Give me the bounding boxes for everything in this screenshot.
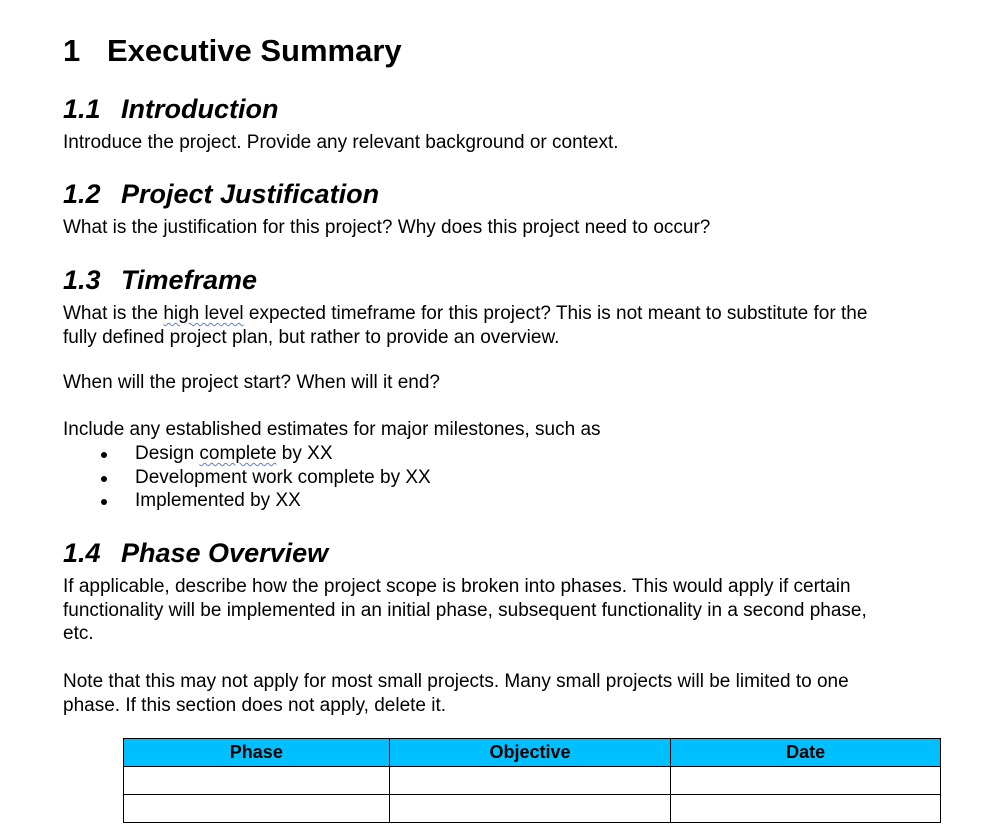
section-title: Phase Overview (121, 538, 329, 568)
heading-text: Executive Summary (107, 33, 402, 68)
table-row (124, 767, 941, 795)
heading-project-justification (63, 178, 379, 210)
heading-introduction (63, 93, 278, 125)
table-cell[interactable] (389, 795, 671, 823)
text-run: etc. (63, 623, 94, 644)
heading-phase-overview (63, 537, 328, 569)
text-run: Design (135, 443, 200, 464)
milestone-list (63, 442, 431, 513)
column-header-date: Date (671, 739, 941, 767)
heading-executive-summary (63, 33, 402, 69)
justification-paragraph: What is the justification for this project? Why does this project need to occur? (63, 217, 711, 238)
text-run: Note that this may not apply for most small projects. Many small projects will be limited to one (63, 671, 849, 692)
list-item: Development work complete by XX (63, 466, 431, 490)
section-title: Project Justification (121, 179, 380, 209)
list-item: Implemented by XX (63, 489, 431, 513)
column-header-phase: Phase (124, 739, 390, 767)
table-cell[interactable] (389, 767, 671, 795)
column-header-objective: Objective (389, 739, 671, 767)
intro-paragraph: Introduce the project. Provide any relevant background or context. (63, 132, 619, 153)
text-run: by XX (276, 443, 333, 464)
list-item (63, 442, 431, 466)
spellcheck-squiggle[interactable]: complete (199, 443, 277, 464)
phase-table (123, 738, 941, 823)
text-run: If applicable, describe how the project scope is broken into phases. This would apply if certain (63, 576, 851, 597)
heading-timeframe (63, 264, 257, 296)
timeframe-paragraph-2: When will the project start? When will it end? (63, 372, 440, 393)
section-number: 1.2 (63, 179, 101, 209)
text-run: phase. If this section does not apply, delete it. (63, 694, 447, 716)
table-header-row (124, 739, 941, 767)
table-row (124, 795, 941, 823)
spellcheck-squiggle[interactable]: high level (163, 303, 244, 324)
text-run: functionality will be implemented in an initial phase, subsequent functionality in a second phase, (63, 599, 867, 621)
timeframe-paragraph-3: Include any established estimates for major milestones, such as (63, 419, 601, 440)
timeframe-paragraph-1 (63, 302, 867, 349)
table-cell[interactable] (671, 767, 941, 795)
text-run: What is the (63, 303, 164, 324)
text-run: expected timeframe for this project? This is not meant to substitute for the (243, 303, 868, 324)
section-title: Timeframe (121, 265, 258, 295)
heading-number: 1 (63, 33, 81, 68)
table-cell[interactable] (671, 795, 941, 823)
table-cell[interactable] (124, 767, 390, 795)
table-cell[interactable] (124, 795, 390, 823)
section-number: 1.4 (63, 538, 101, 568)
phase-paragraph-2 (63, 670, 849, 717)
section-number: 1.3 (63, 265, 101, 295)
phase-paragraph-1 (63, 575, 867, 646)
section-title: Introduction (121, 94, 279, 124)
text-run: fully defined project plan, but rather to provide an overview. (63, 326, 560, 348)
section-number: 1.1 (63, 94, 101, 124)
